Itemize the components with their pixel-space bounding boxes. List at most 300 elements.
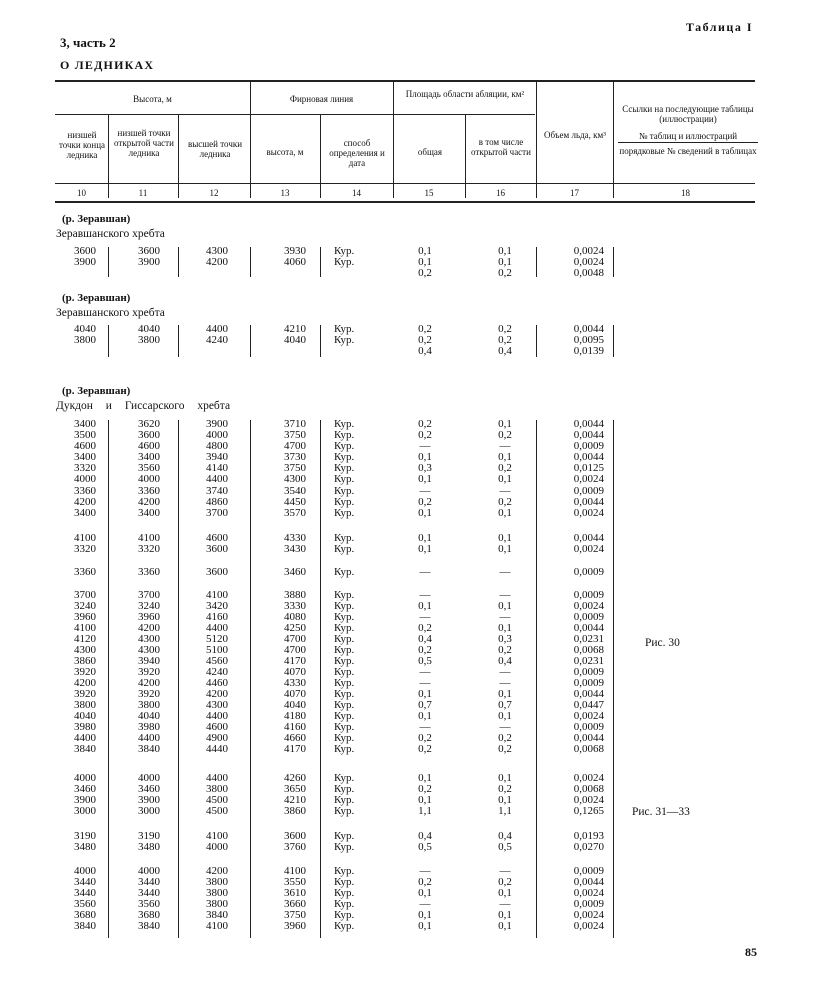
cell-firn-height: 3750 [284, 909, 306, 921]
column-rule [613, 325, 614, 357]
cell-method: Кур. [334, 256, 355, 268]
cell-method: Кур. [334, 666, 355, 678]
cell-ice-volume: 0,0044 [573, 532, 604, 544]
header-references-tables: № таблиц и иллюстраций [618, 131, 758, 143]
page-title: О ЛЕДНИКАХ [60, 58, 155, 72]
section-subtitle: Зеравшанского хребта [56, 307, 165, 319]
cell-area-total: 0,1 [418, 543, 432, 555]
col-number: 18 [681, 188, 690, 198]
cell-lowest-open-point: 4400 [138, 732, 160, 744]
cell-area-open: 0,1 [498, 473, 512, 485]
cell-method: Кур. [334, 323, 355, 335]
cell-ice-volume: 0,0125 [573, 462, 604, 474]
cell-highest-point: 4240 [206, 334, 228, 346]
column-rule [178, 325, 179, 357]
cell-ice-volume: 0,0044 [573, 418, 604, 430]
cell-lowest-open-point: 3400 [138, 507, 160, 519]
cell-highest-point: 4400 [206, 710, 228, 722]
cell-method: Кур. [334, 440, 355, 452]
cell-ice-volume: 0,0024 [573, 794, 604, 806]
cell-method: Кур. [334, 772, 355, 784]
cell-area-open: — [499, 485, 511, 497]
table-label: Таблица I [685, 20, 753, 34]
cell-lowest-point: 4040 [74, 323, 96, 335]
header-height: Высота, м [133, 94, 172, 104]
cell-method: Кур. [334, 909, 355, 921]
cell-firn-height: 4040 [284, 334, 306, 346]
cell-highest-point: 4400 [206, 473, 228, 485]
cell-lowest-point: 4400 [74, 732, 96, 744]
cell-firn-height: 3650 [284, 783, 306, 795]
cell-lowest-point: 3240 [74, 600, 96, 612]
cell-method: Кур. [334, 688, 355, 700]
cell-area-open: 0,1 [498, 256, 512, 268]
cell-highest-point: 4500 [206, 805, 228, 817]
cell-lowest-open-point: 3400 [138, 451, 160, 463]
cell-lowest-open-point: 3000 [138, 805, 160, 817]
cell-lowest-open-point: 3800 [138, 334, 160, 346]
cell-firn-height: 3730 [284, 451, 306, 463]
cell-lowest-open-point: 3360 [138, 485, 160, 497]
cell-ice-volume: 0,0024 [573, 245, 604, 257]
cell-method: Кур. [334, 622, 355, 634]
cell-highest-point: 3800 [206, 876, 228, 888]
cell-firn-height: 4700 [284, 633, 306, 645]
column-rule [320, 247, 321, 277]
cell-ice-volume: 0,0009 [573, 666, 604, 678]
cell-lowest-open-point: 3840 [138, 743, 160, 755]
cell-lowest-point: 3400 [74, 507, 96, 519]
cell-ice-volume: 0,0024 [573, 543, 604, 555]
cell-method: Кур. [334, 496, 355, 508]
cell-lowest-point: 3500 [74, 429, 96, 441]
cell-highest-point: 4300 [206, 245, 228, 257]
header-divider [393, 82, 394, 198]
cell-ice-volume: 0,0024 [573, 473, 604, 485]
cell-lowest-open-point: 3840 [138, 920, 160, 932]
cell-firn-height: 3610 [284, 887, 306, 899]
cell-firn-height: 4260 [284, 772, 306, 784]
cell-firn-height: 4330 [284, 532, 306, 544]
cell-method: Кур. [334, 633, 355, 645]
cell-firn-height: 3960 [284, 920, 306, 932]
cell-method: Кур. [334, 841, 355, 853]
header-colnum-rule [55, 183, 755, 184]
cell-area-total: 0,7 [418, 699, 432, 711]
cell-area-open: 0,1 [498, 532, 512, 544]
header-firn-line: Фирновая линия [289, 94, 354, 104]
cell-highest-point: 4900 [206, 732, 228, 744]
cell-lowest-open-point: 3980 [138, 721, 160, 733]
cell-area-open: 0,2 [498, 644, 512, 656]
cell-firn-height: 4700 [284, 440, 306, 452]
cell-ice-volume: 0,0009 [573, 721, 604, 733]
cell-ice-volume: 0,0044 [573, 496, 604, 508]
header-col-16: в том числе открытой части [471, 137, 531, 157]
cell-highest-point: 3600 [206, 566, 228, 578]
cell-highest-point: 4200 [206, 256, 228, 268]
cell-highest-point: 3800 [206, 887, 228, 899]
cell-method: Кур. [334, 710, 355, 722]
cell-area-total: — [419, 611, 431, 623]
cell-firn-height: 3930 [284, 245, 306, 257]
cell-lowest-open-point: 3920 [138, 688, 160, 700]
cell-ice-volume: 0,0009 [573, 898, 604, 910]
cell-highest-point: 4200 [206, 688, 228, 700]
cell-area-open: 0,3 [498, 633, 512, 645]
cell-lowest-point: 3560 [74, 898, 96, 910]
cell-method: Кур. [334, 418, 355, 430]
cell-lowest-open-point: 4000 [138, 473, 160, 485]
column-rule [250, 247, 251, 277]
cell-area-open: — [499, 865, 511, 877]
cell-area-open: 0,7 [498, 699, 512, 711]
cell-area-total: 0,2 [418, 783, 432, 795]
cell-method: Кур. [334, 783, 355, 795]
cell-method: Кур. [334, 245, 355, 257]
cell-lowest-open-point: 4000 [138, 865, 160, 877]
cell-lowest-point: 3860 [74, 655, 96, 667]
cell-area-open: 0,1 [498, 920, 512, 932]
cell-area-open: 0,1 [498, 622, 512, 634]
cell-area-total: 0,2 [418, 418, 432, 430]
section-title: (р. Зеравшан) [62, 385, 131, 397]
col-number: 14 [352, 188, 361, 198]
cell-firn-height: 4330 [284, 677, 306, 689]
header-divider [465, 114, 466, 198]
column-rule [108, 420, 109, 938]
cell-firn-height: 3570 [284, 507, 306, 519]
cell-area-open: — [499, 721, 511, 733]
cell-ice-volume: 0,0068 [573, 783, 604, 795]
cell-ice-volume: 0,0024 [573, 507, 604, 519]
header-references-numbers: порядковые № сведений в таблицах [619, 146, 757, 156]
cell-firn-height: 4170 [284, 655, 306, 667]
cell-ice-volume: 0,0009 [573, 566, 604, 578]
cell-highest-point: 4400 [206, 772, 228, 784]
cell-method: Кур. [334, 794, 355, 806]
cell-area-open: 0,1 [498, 772, 512, 784]
cell-area-total: 0,1 [418, 710, 432, 722]
cell-ice-volume: 0,0024 [573, 772, 604, 784]
cell-method: Кур. [334, 830, 355, 842]
cell-area-open: 0,2 [498, 334, 512, 346]
cell-lowest-open-point: 3240 [138, 600, 160, 612]
cell-area-total: — [419, 721, 431, 733]
cell-area-open: 0,2 [498, 462, 512, 474]
cell-lowest-open-point: 4300 [138, 633, 160, 645]
header-divider [613, 82, 614, 198]
cell-area-open: 0,2 [498, 732, 512, 744]
cell-firn-height: 3860 [284, 805, 306, 817]
cell-ice-volume: 0,0231 [573, 633, 604, 645]
col-number: 13 [280, 188, 290, 198]
cell-area-total: 0,2 [418, 622, 432, 634]
cell-highest-point: 4000 [206, 841, 228, 853]
column-rule [320, 325, 321, 357]
column-rule [320, 420, 321, 938]
header-top-rule [55, 80, 755, 82]
cell-lowest-open-point: 4600 [138, 440, 160, 452]
cell-highest-point: 3700 [206, 507, 228, 519]
cell-area-total: 0,2 [418, 496, 432, 508]
cell-lowest-point: 3190 [74, 830, 96, 842]
cell-area-open: 0,5 [498, 841, 512, 853]
cell-firn-height: 4700 [284, 644, 306, 656]
page-number: 85 [745, 945, 757, 959]
cell-area-total: 0,1 [418, 451, 432, 463]
cell-firn-height: 4250 [284, 622, 306, 634]
cell-highest-point: 4200 [206, 865, 228, 877]
cell-ice-volume: 0,0044 [573, 429, 604, 441]
cell-method: Кур. [334, 507, 355, 519]
cell-lowest-point: 3400 [74, 418, 96, 430]
cell-lowest-point: 4040 [74, 710, 96, 722]
cell-method: Кур. [334, 600, 355, 612]
cell-lowest-open-point: 4100 [138, 532, 160, 544]
cell-lowest-point: 4000 [74, 473, 96, 485]
cell-area-open: 0,1 [498, 600, 512, 612]
cell-highest-point: 4440 [206, 743, 228, 755]
cell-highest-point: 4400 [206, 323, 228, 335]
cell-method: Кур. [334, 532, 355, 544]
cell-lowest-point: 3000 [74, 805, 96, 817]
cell-ice-volume: 0,0139 [573, 345, 604, 357]
cell-area-total: — [419, 666, 431, 678]
cell-lowest-point: 3680 [74, 909, 96, 921]
cell-ice-volume: 0,0447 [573, 699, 604, 711]
cell-lowest-point: 3800 [74, 334, 96, 346]
cell-lowest-point: 4100 [74, 532, 96, 544]
cell-firn-height: 3660 [284, 898, 306, 910]
cell-lowest-point: 3960 [74, 611, 96, 623]
cell-firn-height: 4100 [284, 865, 306, 877]
cell-lowest-point: 3920 [74, 666, 96, 678]
column-rule [178, 420, 179, 938]
cell-ice-volume: 0,0009 [573, 677, 604, 689]
cell-area-open: 0,1 [498, 451, 512, 463]
cell-area-open: 0,1 [498, 710, 512, 722]
cell-lowest-open-point: 3600 [138, 245, 160, 257]
cell-area-open: 0,1 [498, 688, 512, 700]
cell-highest-point: 3800 [206, 898, 228, 910]
header-divider [320, 114, 321, 198]
cell-area-total: 0,1 [418, 532, 432, 544]
cell-lowest-open-point: 4200 [138, 622, 160, 634]
cell-highest-point: 3740 [206, 485, 228, 497]
cell-firn-height: 3600 [284, 830, 306, 842]
cell-highest-point: 4240 [206, 666, 228, 678]
header-col-11: низшей точки открытой части ледника [114, 128, 174, 158]
column-rule [536, 325, 537, 357]
cell-highest-point: 3420 [206, 600, 228, 612]
cell-firn-height: 4180 [284, 710, 306, 722]
cell-lowest-point: 4200 [74, 496, 96, 508]
cell-area-open: 0,4 [498, 655, 512, 667]
cell-ice-volume: 0,0024 [573, 920, 604, 932]
cell-method: Кур. [334, 611, 355, 623]
cell-method: Кур. [334, 543, 355, 555]
cell-area-open: — [499, 666, 511, 678]
cell-method: Кур. [334, 644, 355, 656]
cell-ice-volume: 0,0009 [573, 589, 604, 601]
cell-lowest-open-point: 4040 [138, 710, 160, 722]
section-title: (р. Зеравшан) [62, 213, 131, 225]
cell-ice-volume: 0,0024 [573, 256, 604, 268]
header-ablation-area: Площадь области абляции, км² [405, 89, 525, 99]
cell-firn-height: 4300 [284, 473, 306, 485]
cell-highest-point: 4600 [206, 532, 228, 544]
cell-ice-volume: 0,0193 [573, 830, 604, 842]
cell-lowest-open-point: 3360 [138, 566, 160, 578]
section-subtitle: Зеравшанского хребта [56, 228, 165, 240]
column-rule [536, 420, 537, 938]
cell-area-total: 0,4 [418, 345, 432, 357]
cell-lowest-open-point: 4200 [138, 677, 160, 689]
cell-firn-height: 4210 [284, 323, 306, 335]
column-rule [108, 325, 109, 357]
cell-area-open: 0,4 [498, 830, 512, 842]
cell-method: Кур. [334, 865, 355, 877]
cell-ice-volume: 0,0044 [573, 688, 604, 700]
cell-firn-height: 4660 [284, 732, 306, 744]
cell-firn-height: 4040 [284, 699, 306, 711]
cell-area-total: — [419, 898, 431, 910]
cell-method: Кур. [334, 898, 355, 910]
cell-area-total: 0,2 [418, 644, 432, 656]
column-rule [613, 420, 614, 938]
cell-ice-volume: 0,0044 [573, 451, 604, 463]
cell-lowest-point: 3700 [74, 589, 96, 601]
cell-lowest-point: 3840 [74, 743, 96, 755]
cell-lowest-open-point: 3960 [138, 611, 160, 623]
header-ice-volume: Объем льда, км³ [544, 130, 606, 140]
cell-firn-height: 3330 [284, 600, 306, 612]
cell-lowest-open-point: 3900 [138, 256, 160, 268]
cell-lowest-point: 3480 [74, 841, 96, 853]
cell-ice-volume: 0,0044 [573, 876, 604, 888]
cell-highest-point: 4100 [206, 830, 228, 842]
cell-ice-volume: 0,0044 [573, 732, 604, 744]
cell-lowest-open-point: 3560 [138, 898, 160, 910]
cell-highest-point: 3940 [206, 451, 228, 463]
cell-area-open: 0,2 [498, 267, 512, 279]
cell-firn-height: 4060 [284, 256, 306, 268]
cell-method: Кур. [334, 743, 355, 755]
column-rule [536, 247, 537, 277]
col-number: 11 [138, 188, 148, 198]
cell-area-total: 0,1 [418, 473, 432, 485]
cell-method: Кур. [334, 655, 355, 667]
cell-lowest-open-point: 3460 [138, 783, 160, 795]
column-rule [250, 325, 251, 357]
cell-highest-point: 4560 [206, 655, 228, 667]
cell-ice-volume: 0,0024 [573, 887, 604, 899]
cell-ice-volume: 0,0009 [573, 865, 604, 877]
cell-area-total: 0,3 [418, 462, 432, 474]
cell-method: Кур. [334, 589, 355, 601]
cell-ice-volume: 0,0048 [573, 267, 604, 279]
cell-lowest-point: 3360 [74, 566, 96, 578]
cell-area-total: 0,2 [418, 334, 432, 346]
cell-highest-point: 3600 [206, 543, 228, 555]
cell-method: Кур. [334, 920, 355, 932]
cell-area-open: — [499, 589, 511, 601]
cell-lowest-point: 3920 [74, 688, 96, 700]
cell-area-open: 1,1 [498, 805, 512, 817]
col-number: 12 [209, 188, 219, 198]
cell-area-total: 0,5 [418, 655, 432, 667]
cell-lowest-open-point: 3680 [138, 909, 160, 921]
cell-area-total: — [419, 589, 431, 601]
cell-method: Кур. [334, 721, 355, 733]
cell-lowest-open-point: 3600 [138, 429, 160, 441]
cell-firn-height: 3430 [284, 543, 306, 555]
cell-area-open: — [499, 898, 511, 910]
header-col-13: высота, м [266, 147, 304, 157]
cell-lowest-open-point: 3800 [138, 699, 160, 711]
cell-method: Кур. [334, 876, 355, 888]
cell-area-open: 0,2 [498, 323, 512, 335]
cell-area-total: 1,1 [418, 805, 432, 817]
cell-area-open: 0,2 [498, 783, 512, 795]
cell-area-total: 0,2 [418, 323, 432, 335]
cell-area-total: 0,1 [418, 794, 432, 806]
header-divider [536, 82, 537, 198]
cell-area-open: 0,1 [498, 543, 512, 555]
cell-method: Кур. [334, 805, 355, 817]
cell-area-total: — [419, 566, 431, 578]
cell-highest-point: 4400 [206, 622, 228, 634]
cell-area-open: 0,2 [498, 429, 512, 441]
cell-area-total: 0,5 [418, 841, 432, 853]
cell-lowest-open-point: 4200 [138, 496, 160, 508]
cell-firn-height: 4160 [284, 721, 306, 733]
header-mid-rule [55, 114, 535, 115]
cell-area-open: 0,2 [498, 743, 512, 755]
cell-ice-volume: 0,0009 [573, 611, 604, 623]
cell-firn-height: 4210 [284, 794, 306, 806]
cell-firn-height: 4170 [284, 743, 306, 755]
cell-lowest-open-point: 4000 [138, 772, 160, 784]
cell-firn-height: 3540 [284, 485, 306, 497]
cell-ice-volume: 0,0068 [573, 743, 604, 755]
cell-lowest-point: 4300 [74, 644, 96, 656]
cell-area-open: 0,1 [498, 794, 512, 806]
cell-method: Кур. [334, 429, 355, 441]
cell-area-total: — [419, 485, 431, 497]
cell-lowest-point: 4100 [74, 622, 96, 634]
cell-highest-point: 5120 [206, 633, 228, 645]
cell-lowest-open-point: 3320 [138, 543, 160, 555]
cell-lowest-open-point: 3440 [138, 876, 160, 888]
cell-ice-volume: 0,0231 [573, 655, 604, 667]
cell-firn-height: 3710 [284, 418, 306, 430]
cell-ice-volume: 0,0024 [573, 600, 604, 612]
cell-area-open: — [499, 677, 511, 689]
cell-area-total: — [419, 677, 431, 689]
cell-highest-point: 4300 [206, 699, 228, 711]
cell-area-total: 0,1 [418, 920, 432, 932]
cell-ice-volume: 0,0009 [573, 485, 604, 497]
cell-lowest-point: 3320 [74, 543, 96, 555]
header-divider [108, 114, 109, 198]
cell-method: Кур. [334, 677, 355, 689]
cell-lowest-point: 3980 [74, 721, 96, 733]
cell-lowest-open-point: 3190 [138, 830, 160, 842]
cell-method: Кур. [334, 462, 355, 474]
cell-area-total: 0,1 [418, 772, 432, 784]
